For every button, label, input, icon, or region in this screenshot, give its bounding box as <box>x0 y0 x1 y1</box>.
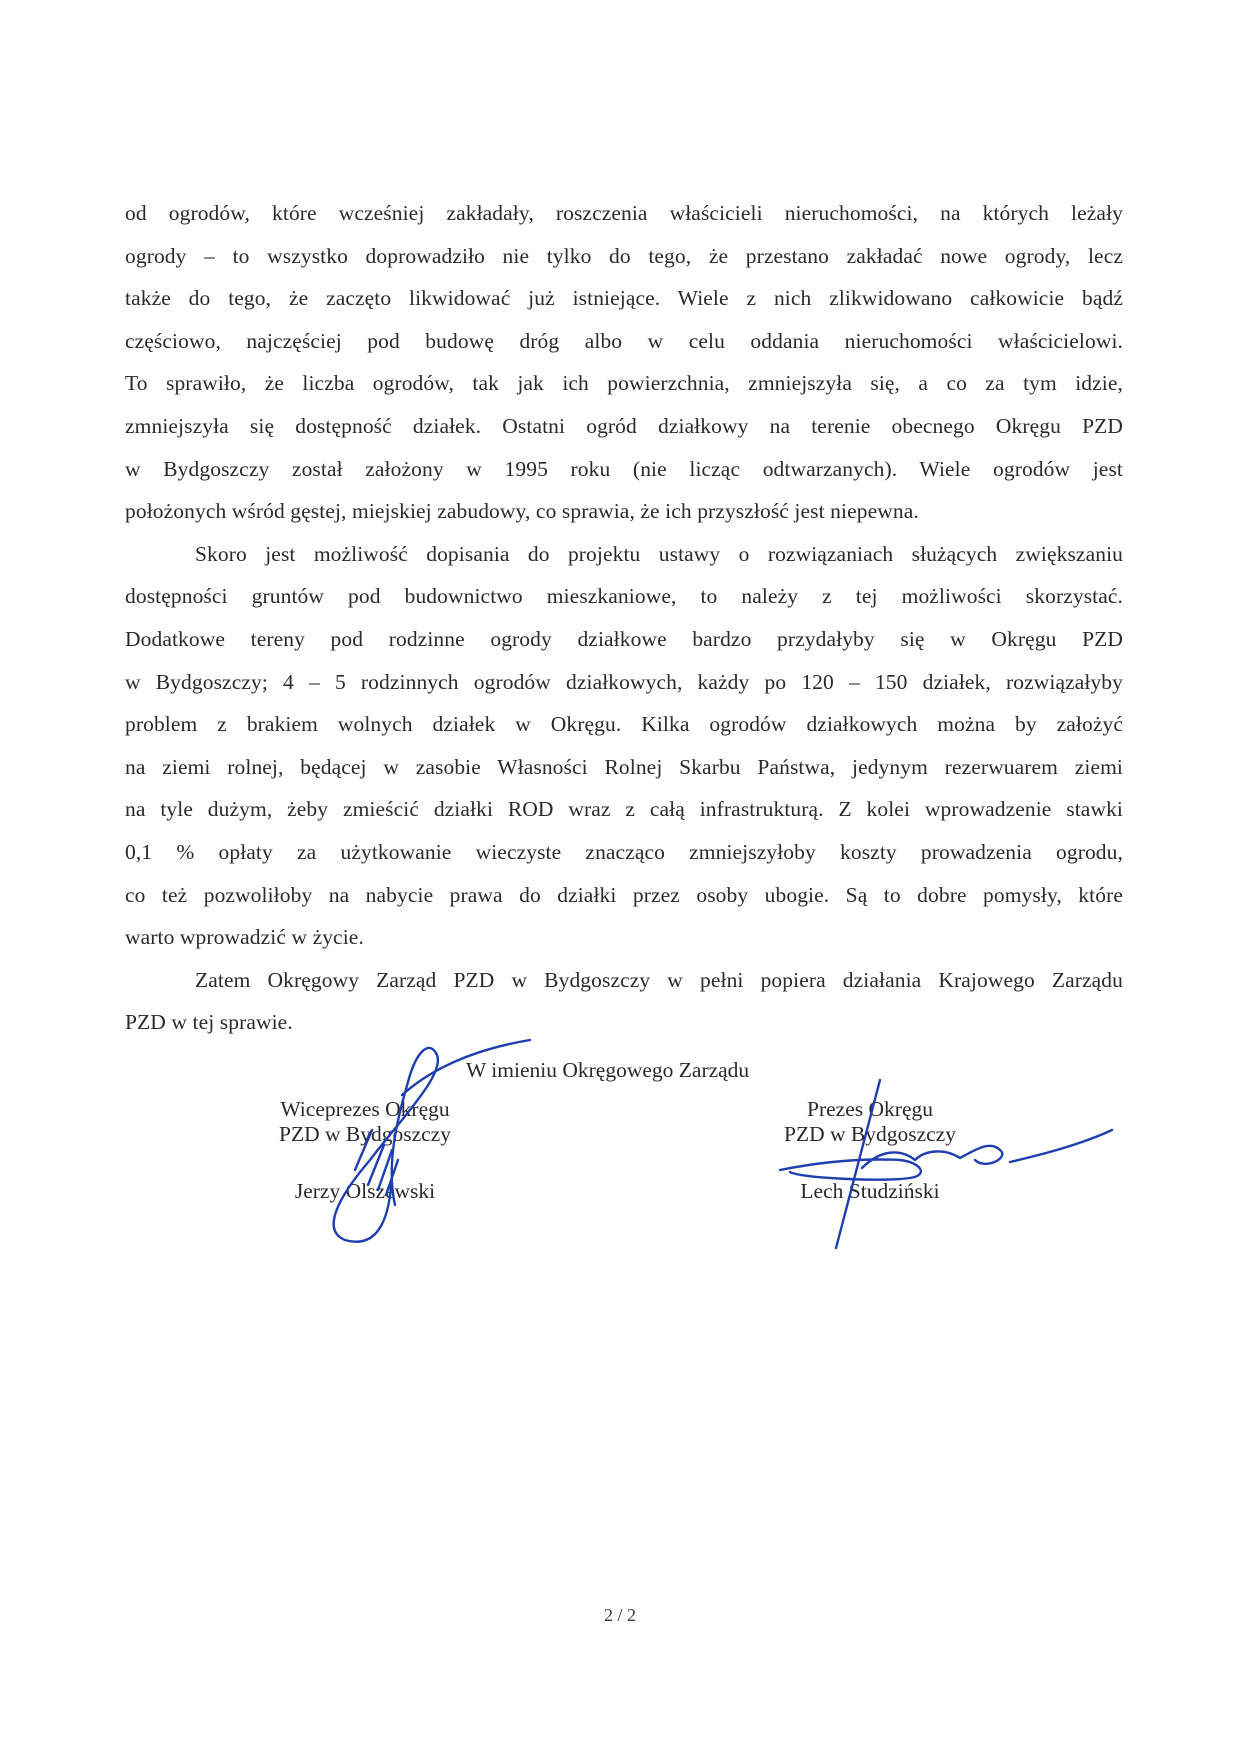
text-line: co też pozwoliłoby na nabycie prawa do działki przez osoby ubogie. Są to dobre pomysły, które <box>125 882 1123 907</box>
text-line: To sprawiło, że liczba ogrodów, tak jak ich powierzchnia, zmniejszyła się, a co za tym idzie, <box>125 371 1123 396</box>
text-line: Skoro jest możliwość dopisania do projektu ustawy o rozwiązaniach służących zwiększaniu <box>195 541 1123 566</box>
text-line: PZD w tej sprawie. <box>125 1010 293 1035</box>
text-line: także do tego, że zaczęto likwidować już istniejące. Wiele z nich zlikwidowano całkowicie bądź <box>125 286 1123 311</box>
signer-title: Prezes Okręgu <box>807 1097 933 1121</box>
signer-organization: PZD w Bydgoszczy <box>784 1122 956 1146</box>
text-line: zmniejszyła się dostępność działek. Ostatni ogród działkowy na terenie obecnego Okręgu PZD <box>125 413 1123 438</box>
signature-block-vice-president <box>255 1097 475 1204</box>
signatures-header: W imieniu Okręgowego Zarządu <box>466 1058 750 1082</box>
text-line: Zatem Okręgowy Zarząd PZD w Bydgoszczy w pełni popiera działania Krajowego Zarządu <box>195 967 1123 992</box>
text-line: w Bydgoszczy został założony w 1995 roku (nie licząc odtwarzanych). Wiele ogrodów jest <box>125 456 1123 481</box>
text-line: problem z brakiem wolnych działek w Okręgu. Kilka ogrodów działkowych można by założyć <box>125 712 1123 737</box>
signer-name: Lech Studziński <box>800 1179 940 1203</box>
signature-block-president <box>760 1097 980 1204</box>
text-line: w Bydgoszczy; 4 – 5 rodzinnych ogrodów działkowych, każdy po 120 – 150 działek, rozwiązałyby <box>125 669 1123 694</box>
text-line: położonych wśród gęstej, miejskiej zabudowy, co sprawia, że ich przyszłość jest niepewna. <box>125 499 919 524</box>
text-line: dostępności gruntów pod budownictwo mieszkaniowe, to należy z tej możliwości skorzystać. <box>125 584 1123 609</box>
signer-name: Jerzy Olszewski <box>294 1179 436 1203</box>
text-line: na tyle dużym, żeby zmieścić działki ROD wraz z całą infrastrukturą. Z kolei wprowadzenie stawki <box>125 797 1123 822</box>
page-number: 2 / 2 <box>603 1605 636 1625</box>
text-line: na ziemi rolnej, będącej w zasobie Własności Rolnej Skarbu Państwa, jedynym rezerwuarem ziemi <box>125 754 1123 779</box>
text-line: ogrody – to wszystko doprowadziło nie tylko do tego, że przestano zakładać nowe ogrody, lecz <box>125 243 1123 268</box>
letter-body <box>125 192 1123 1044</box>
text-line: od ogrodów, które wcześniej zakładały, roszczenia właścicieli nieruchomości, na których leżały <box>125 201 1123 225</box>
text-line: 0,1 % opłaty za użytkowanie wieczyste znacząco zmniejszyłoby koszty prowadzenia ogrodu, <box>125 839 1123 864</box>
signer-organization: PZD w Bydgoszczy <box>279 1122 451 1146</box>
paragraph-3 <box>125 959 1123 1044</box>
text-line: częściowo, najczęściej pod budowę dróg albo w celu oddania nieruchomości właścicielowi. <box>125 328 1123 353</box>
text-line: warto wprowadzić w życie. <box>125 925 364 950</box>
paragraph-2 <box>125 533 1123 959</box>
paragraph-1 <box>125 192 1123 533</box>
signer-title: Wiceprezes Okręgu <box>280 1097 450 1121</box>
text-line: Dodatkowe tereny pod rodzinne ogrody działkowe bardzo przydałyby się w Okręgu PZD <box>125 626 1123 651</box>
